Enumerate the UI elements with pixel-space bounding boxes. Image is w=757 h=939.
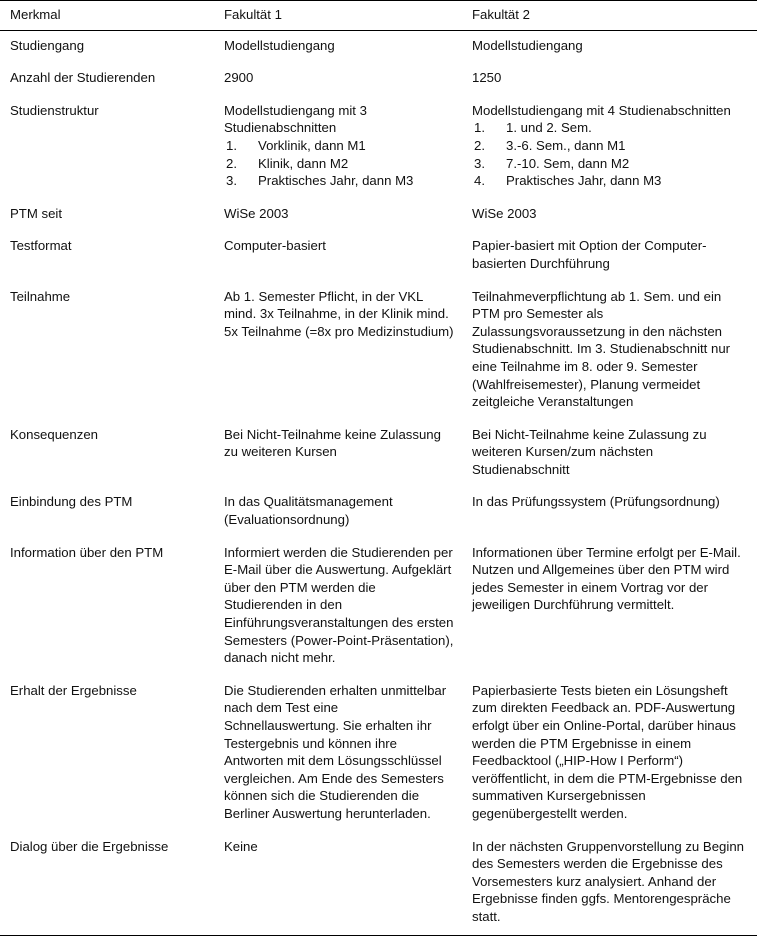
row-label: PTM seit [10,205,63,221]
table-row [0,487,757,537]
row-label: Einbindung des PTM [10,494,133,510]
list-number: 4. [474,173,485,189]
structure-intro: Modellstudiengang mit 4 Studienabschnitten [472,102,731,118]
table-row [0,199,757,232]
row-label: Studiengang [10,37,85,53]
list-item [472,119,749,137]
table-row [0,231,757,281]
row-label: Erhalt der Ergebnisse [10,682,137,698]
header-fakultaet-1: Fakultät 1 [214,1,462,31]
fakultaet-1-cell: Informiert werden die Studierenden per E-Mail über die Auswertung. Aufgeklärt über den PTM werden die Studierenden in den Einführungsveranstaltungen des ersten Semesters (Power-Point-Präsentation), danach nicht mehr. [224,544,454,666]
table-row [0,832,757,935]
list-text: 7.-10. Sem, dann M2 [506,155,630,171]
table-row [0,63,757,96]
table-row [0,420,757,488]
header-row [0,1,757,31]
fakultaet-1-cell: Die Studierenden erhalten unmittelbar nach dem Test eine Schnellauswertung. Sie erhalten ihr Testergebnis und können ihre Antworten mit dem Lösungsschlüssel vergleichen. Am Ende des Semesters können sich die Studierenden die Berliner Auswertung herunterladen. [224,682,447,821]
fakultaet-2-cell: Modellstudiengang [472,37,583,53]
list-item [472,155,749,173]
header-merkmal: Merkmal [0,1,214,31]
list-number: 3. [226,173,237,189]
fakultaet-2-cell: Papierbasierte Tests bieten ein Lösungsheft zum direkten Feedback an. PDF-Auswertung erfolgt über ein Online-Portal, darüber hinaus werden die PTM Ergebnisse in einem Feedbacktool („HIP-How I Perform“) veröffentlicht, in dem die PTM-Ergebnisse den summativen Kursergebnissen gegenübergestellt werden. [472,682,743,821]
row-label: Testformat [10,238,72,254]
table-row [0,30,757,63]
list-item [472,137,749,155]
list-item [224,137,454,155]
table-row [0,538,757,676]
row-label: Anzahl der Studierenden [10,70,156,86]
header-fakultaet-2: Fakultät 2 [462,1,757,31]
row-label: Konsequenzen [10,426,98,442]
fakultaet-2-cell: In der nächsten Gruppenvorstellung zu Beginn des Semesters werden die Ergebnisse des Vorsemesters kurz analysiert. Anhand der Ergebnisse finden ggfs. Mentorengespräche statt. [472,838,744,924]
fakultaet-1-cell: In das Qualitätsmanagement (Evaluationsordnung) [224,494,393,528]
structure-list [224,137,454,190]
list-item [224,155,454,173]
structure-list [472,119,749,189]
row-label: Dialog über die Ergebnisse [10,838,169,854]
table-row [0,282,757,420]
fakultaet-1-cell: Keine [224,838,258,854]
table-row [0,96,757,199]
fakultaet-2-cell [462,96,757,199]
list-item [472,172,749,190]
fakultaet-1-cell [214,96,462,199]
list-item [224,172,454,190]
table-row [0,676,757,832]
row-label: Teilnahme [10,288,71,304]
structure-intro: Modellstudiengang mit 3 Studienabschnitten [224,102,367,136]
fakultaet-2-cell: Papier-basiert mit Option der Computer-basierten Durchführung [472,238,707,271]
fakultaet-2-cell: Bei Nicht-Teilnahme keine Zulassung zu weiteren Kursen/zum nächsten Studienabschnitt [472,426,707,477]
fakultaet-1-cell: Bei Nicht-Teilnahme keine Zulassung zu weiteren Kursen [224,426,441,460]
list-text: Praktisches Jahr, dann M3 [258,173,414,189]
fakultaet-1-cell: 2900 [224,70,254,86]
row-label: Information über den PTM [10,544,164,560]
list-text: Praktisches Jahr, dann M3 [506,173,662,189]
list-number: 1. [474,120,485,136]
fakultaet-2-cell: WiSe 2003 [472,205,537,221]
list-text: Klinik, dann M2 [258,155,349,171]
fakultaet-1-cell: Modellstudiengang [224,37,335,53]
list-text: 3.-6. Sem., dann M1 [506,137,626,153]
fakultaet-1-cell: WiSe 2003 [224,205,289,221]
fakultaet-2-cell: 1250 [472,70,502,86]
fakultaet-1-cell: Computer-basiert [224,238,326,254]
fakultaet-2-cell: Informationen über Termine erfolgt per E-Mail. Nutzen und Allgemeines über den PTM wird jedes Semester in einem Vortrag vor der jeweiligen Durchführung vermittelt. [472,544,741,613]
list-number: 3. [474,155,485,171]
list-number: 2. [474,137,485,153]
row-label: Studienstruktur [10,102,99,118]
fakultaet-2-cell: In das Prüfungssystem (Prüfungsordnung) [472,494,720,510]
list-text: 1. und 2. Sem. [506,120,592,136]
list-number: 1. [226,137,237,153]
fakultaet-1-cell: Ab 1. Semester Pflicht, in der VKL mind. 3x Teilnahme, in der Klinik mind. 5x Teilnahme (=8x pro Medizinstudium) [224,288,454,339]
fakultaet-2-cell: Teilnahmeverpflichtung ab 1. Sem. und ein PTM pro Semester als Zulassungsvoraussetzung in den nächsten Studienabschnitt. Im 3. Studienabschnitt nur eine Teilnahme im 8. oder 9. Semester (Wahlfreisemester), Planung vermeidet zeitgleiche Veranstaltungen [472,288,731,410]
list-number: 2. [226,155,237,171]
list-text: Vorklinik, dann M1 [258,137,366,153]
